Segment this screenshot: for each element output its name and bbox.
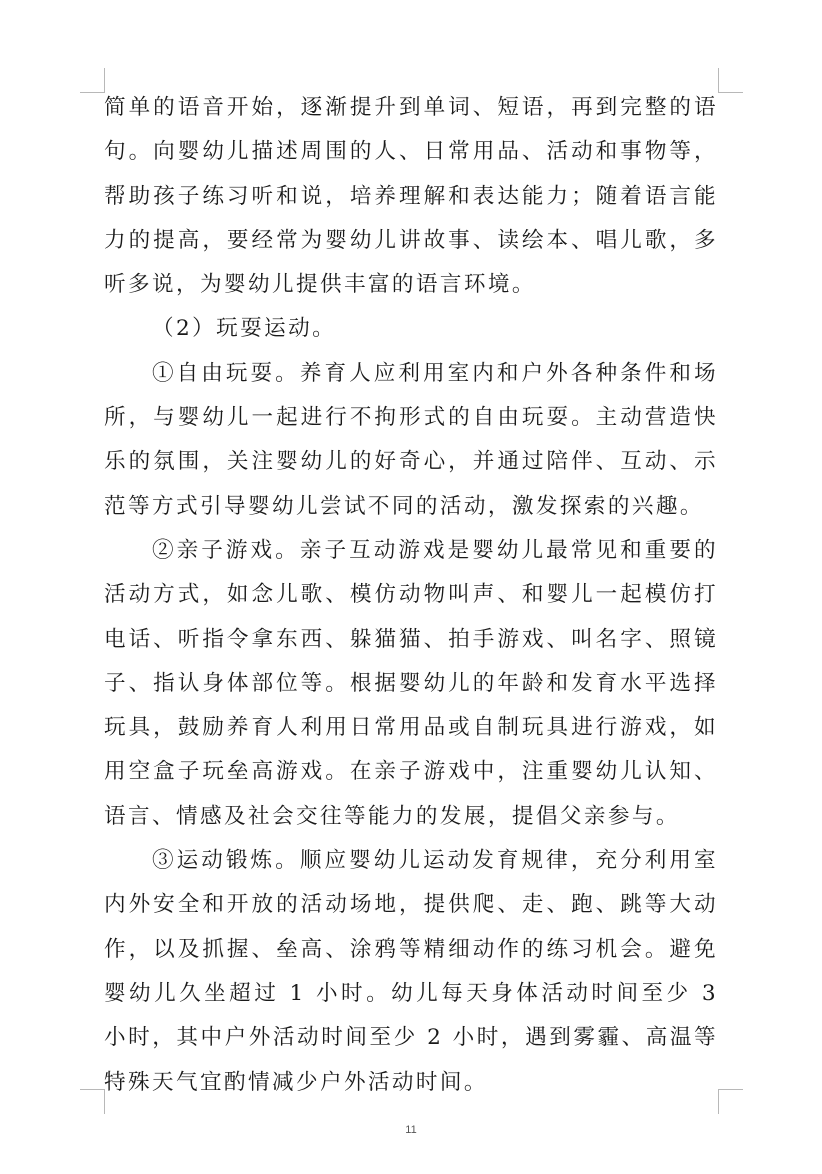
section-heading-play-exercise: （2）玩耍运动。 xyxy=(152,316,337,342)
body-text xyxy=(104,86,718,1105)
paragraph-exercise: ③运动锻炼。顺应婴幼儿运动发育规律，充分利用室内外安全和开放的活动场地，提供爬、走、跑、跳等大动作，以及抓握、垒高、涂鸦等精细动作的练习机会。避免婴幼儿久坐超过 1 小时。幼儿每天身体活动时间至少 3 小时，其中户外活动时间至少 2 小时，遇到雾霾、高温等特殊天气宜酌情减少户外活动时间。 xyxy=(104,848,718,1095)
crop-mark-top-right xyxy=(718,68,743,93)
crop-mark-bottom-left xyxy=(80,1089,105,1114)
crop-mark-top-left xyxy=(80,68,105,93)
crop-mark-bottom-right xyxy=(718,1089,743,1114)
page-number: 11 xyxy=(405,1124,417,1136)
paragraph-parent-child-games: ②亲子游戏。亲子互动游戏是婴幼儿最常见和重要的活动方式，如念儿歌、模仿动物叫声、和婴儿一起模仿打电话、听指令拿东西、躲猫猫、拍手游戏、叫名字、照镜子、指认身体部位等。根据婴幼儿的年龄和发育水平选择玩具，鼓励养育人利用日常用品或自制玩具进行游戏，如用空盒子玩垒高游戏。在亲子游戏中，注重婴幼儿认知、语言、情感及社会交往等能力的发展，提倡父亲参与。 xyxy=(104,537,718,829)
paragraph-free-play: ①自由玩耍。养育人应利用室内和户外各种条件和场所，与婴幼儿一起进行不拘形式的自由玩耍。主动营造快乐的氛围，关注婴幼儿的好奇心，并通过陪伴、互动、示范等方式引导婴幼儿尝试不同的活动，激发探索的兴趣。 xyxy=(104,360,718,519)
paragraph-language-environment: 简单的语音开始，逐渐提升到单词、短语，再到完整的语句。向婴幼儿描述周围的人、日常用品、活动和事物等，帮助孩子练习听和说，培养理解和表达能力；随着语言能力的提高，要经常为婴幼儿讲故事、读绘本、唱儿歌，多听多说，为婴幼儿提供丰富的语言环境。 xyxy=(104,95,718,298)
